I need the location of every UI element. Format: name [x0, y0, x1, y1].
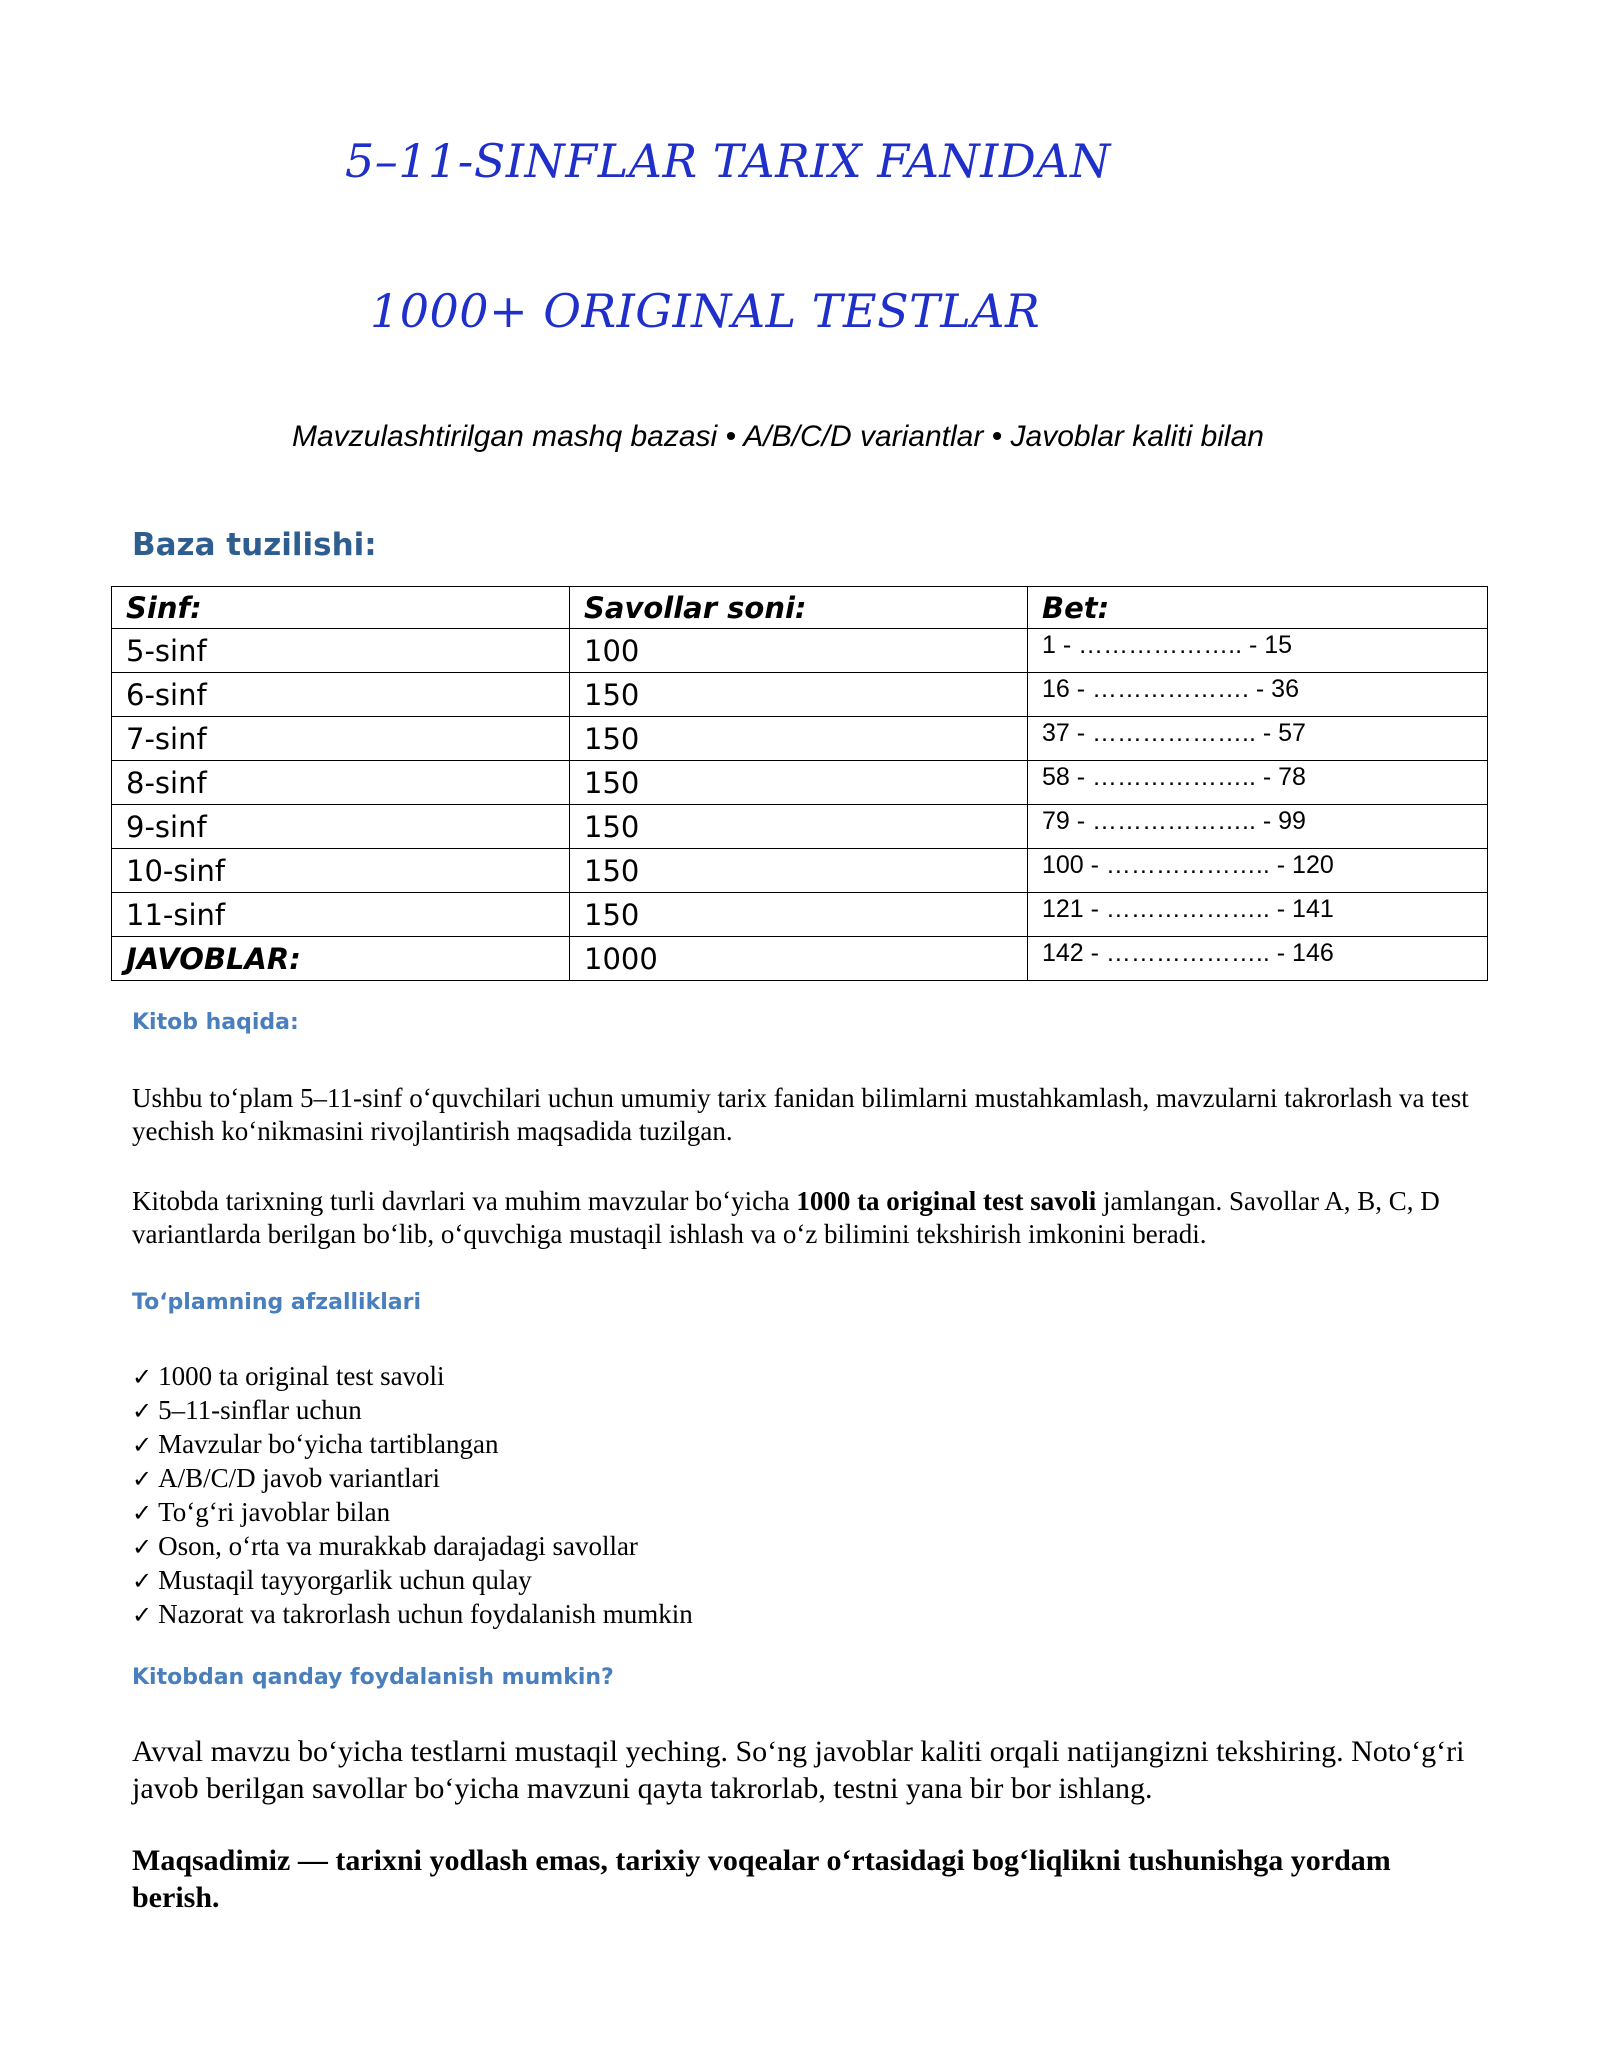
title-line-1: 5–11-SINFLAR TARIX FANIDAN [345, 134, 1111, 188]
cell-savollar: 100 [570, 629, 1028, 673]
usage-heading: Kitobdan qanday foydalanish mumkin? [132, 1665, 614, 1690]
cell-sinf: 10-sinf [112, 849, 570, 893]
check-icon: ✓ [132, 1567, 153, 1595]
cell-sinf: 6-sinf [112, 673, 570, 717]
advantages-heading: To‘plamning afzalliklari [132, 1290, 421, 1315]
structure-table [111, 586, 1488, 981]
cell-savollar: 150 [570, 673, 1028, 717]
list-item-text: To‘g‘ri javoblar bilan [158, 1497, 391, 1527]
cell-sinf: 9-sinf [112, 805, 570, 849]
column-header-bet: Bet: [1028, 587, 1488, 629]
table-row [112, 893, 1488, 937]
cell-savollar: 150 [570, 805, 1028, 849]
cell-bet: 142 - ……………….. - 146 [1028, 937, 1488, 981]
cell-savollar: 1000 [570, 937, 1028, 981]
list-item-text: 1000 ta original test savoli [158, 1361, 445, 1391]
check-icon: ✓ [132, 1533, 153, 1561]
column-header-sinf: Sinf: [112, 587, 570, 629]
cell-bet: 1 - ……………….. - 15 [1028, 629, 1488, 673]
table-row [112, 805, 1488, 849]
cell-savollar: 150 [570, 893, 1028, 937]
list-item [132, 1598, 693, 1632]
check-icon: ✓ [132, 1499, 153, 1527]
subtitle: Mavzulashtirilgan mashq bazasi • A/B/C/D variantlar • Javoblar kaliti bilan [292, 420, 1264, 453]
about-paragraph-1: Ushbu to‘plam 5–11-sinf o‘quvchilari uchun umumiy tarix fanidan bilimlarni mustahkamlash, mavzularni takrorlash va test yechish ko‘nikmasini rivojlantirish maqsadida tuzilgan. [132, 1083, 1469, 1146]
list-item [132, 1530, 693, 1564]
list-item [132, 1394, 693, 1428]
table-header-row [112, 587, 1488, 629]
table-row [112, 849, 1488, 893]
list-item-text: Nazorat va takrorlash uchun foydalanish mumkin [158, 1599, 693, 1629]
cell-savollar: 150 [570, 717, 1028, 761]
cell-bet: 121 - ……………….. - 141 [1028, 893, 1488, 937]
check-icon: ✓ [132, 1601, 153, 1629]
about-paragraph-2-start: Kitobda tarixning turli davrlari va muhim mavzular bo‘yicha [132, 1186, 797, 1216]
title-line-2: 1000+ ORIGINAL TESTLAR [370, 284, 1041, 338]
table-row [112, 629, 1488, 673]
check-icon: ✓ [132, 1465, 153, 1493]
cell-bet: 79 - ……………….. - 99 [1028, 805, 1488, 849]
table-row-answers [112, 937, 1488, 981]
column-header-savollar: Savollar soni: [570, 587, 1028, 629]
check-icon: ✓ [132, 1363, 153, 1391]
cell-bet: 58 - ……………….. - 78 [1028, 761, 1488, 805]
list-item [132, 1360, 693, 1394]
list-item-text: 5–11-sinflar uchun [158, 1395, 362, 1425]
table-row [112, 673, 1488, 717]
list-item-text: A/B/C/D javob variantlari [158, 1463, 441, 1493]
cell-sinf: JAVOBLAR: [112, 937, 570, 981]
cell-sinf: 11-sinf [112, 893, 570, 937]
advantages-list [132, 1360, 693, 1632]
about-paragraph-2-highlight: 1000 ta original test savoli [796, 1186, 1097, 1216]
usage-paragraph: Avval mavzu bo‘yicha testlarni mustaqil yeching. So‘ng javoblar kaliti orqali natijangizni tekshiring. Noto‘g‘ri javob berilgan savollar bo‘yicha mavzuni qayta takrorlab, testni yana bir bor ishlang. [132, 1735, 1465, 1805]
table-row [112, 717, 1488, 761]
about-paragraph-2 [132, 1185, 1482, 1251]
check-icon: ✓ [132, 1431, 153, 1459]
list-item [132, 1428, 693, 1462]
cell-savollar: 150 [570, 849, 1028, 893]
cell-savollar: 150 [570, 761, 1028, 805]
list-item-text: Mavzular bo‘yicha tartiblangan [158, 1429, 499, 1459]
about-heading: Kitob haqida: [132, 1010, 299, 1035]
structure-heading: Baza tuzilishi: [132, 527, 377, 563]
cell-sinf: 5-sinf [112, 629, 570, 673]
list-item-text: Oson, o‘rta va murakkab darajadagi savollar [158, 1531, 638, 1561]
about-paragraph-2-end: jamlangan. Savollar A, B, C, D variantlarda berilgan bo‘lib, o‘quvchiga mustaqil ishlash va o‘z bilimini tekshirish imkonini beradi. [132, 1186, 1440, 1249]
check-icon: ✓ [132, 1397, 153, 1425]
table-row [112, 761, 1488, 805]
list-item [132, 1564, 693, 1598]
goal-statement: Maqsadimiz — tarixni yodlash emas, tarixiy voqealar o‘rtasidagi bog‘liqlikni tushunishga yordam berish. [132, 1844, 1391, 1914]
list-item [132, 1462, 693, 1496]
list-item-text: Mustaqil tayyorgarlik uchun qulay [158, 1565, 532, 1595]
cell-bet: 100 - ……………….. - 120 [1028, 849, 1488, 893]
list-item [132, 1496, 693, 1530]
cell-sinf: 8-sinf [112, 761, 570, 805]
cell-sinf: 7-sinf [112, 717, 570, 761]
cell-bet: 37 - ……………….. - 57 [1028, 717, 1488, 761]
cell-bet: 16 - ………………. - 36 [1028, 673, 1488, 717]
